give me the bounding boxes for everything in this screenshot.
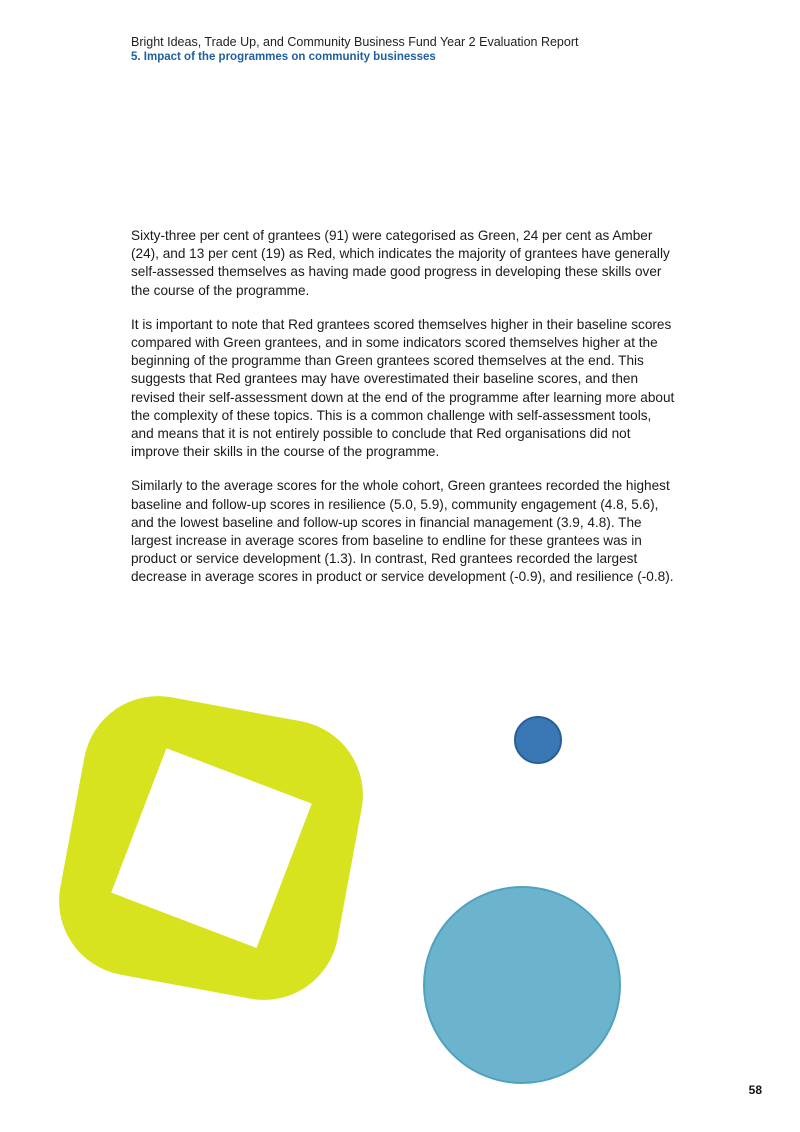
paragraph-green-grantees-scores: Similarly to the average scores for the whole cohort, Green grantees recorded the highest baseline and follow-up scores in resilience (5.0, 5.9), community engagement (4.8, 5.6), and the lowest baseline and follow-up scores in financial management (3.9, 4.8). The largest increase in average scores from baseline to endline for these grantees was in product or service development (1.3). In contrast, Red grantees recorded the largest decrease in average scores in product or service development (-0.9), and resilience (-0.8). <box>131 478 674 585</box>
small-blue-dot <box>515 717 561 763</box>
large-teal-circle <box>424 887 620 1083</box>
body-text <box>131 227 676 603</box>
page-number: 58 <box>748 1083 762 1097</box>
paragraph-red-grantees-note: It is important to note that Red grantees scored themselves higher in their baseline scores compared with Green grantees, and in some indicators scored themselves higher at the beginning of the programme than Green grantees scored themselves at the end. This suggests that Red grantees may have overestimated their baseline scores, and then revised their self-assessment down at the end of the programme after learning more about the complexity of these topics. This is a common challenge with self-assessment tools, and means that it is not entirely possible to conclude that Red organisations did not improve their skills in the course of the programme. <box>131 316 675 460</box>
section-title: 5. Impact of the programmes on community businesses <box>131 51 436 63</box>
lime-rounded-square-frame <box>47 684 376 1013</box>
running-header <box>131 35 731 65</box>
paragraph-category-split: Sixty-three per cent of grantees (91) were categorised as Green, 24 per cent as Amber (24), and 13 per cent (19) as Red, which indicates the majority of grantees have generally self-assessed themselves as having made good progress in developing these skills over the course of the programme. <box>131 228 670 298</box>
report-title: Bright Ideas, Trade Up, and Community Business Fund Year 2 Evaluation Report <box>131 35 579 49</box>
